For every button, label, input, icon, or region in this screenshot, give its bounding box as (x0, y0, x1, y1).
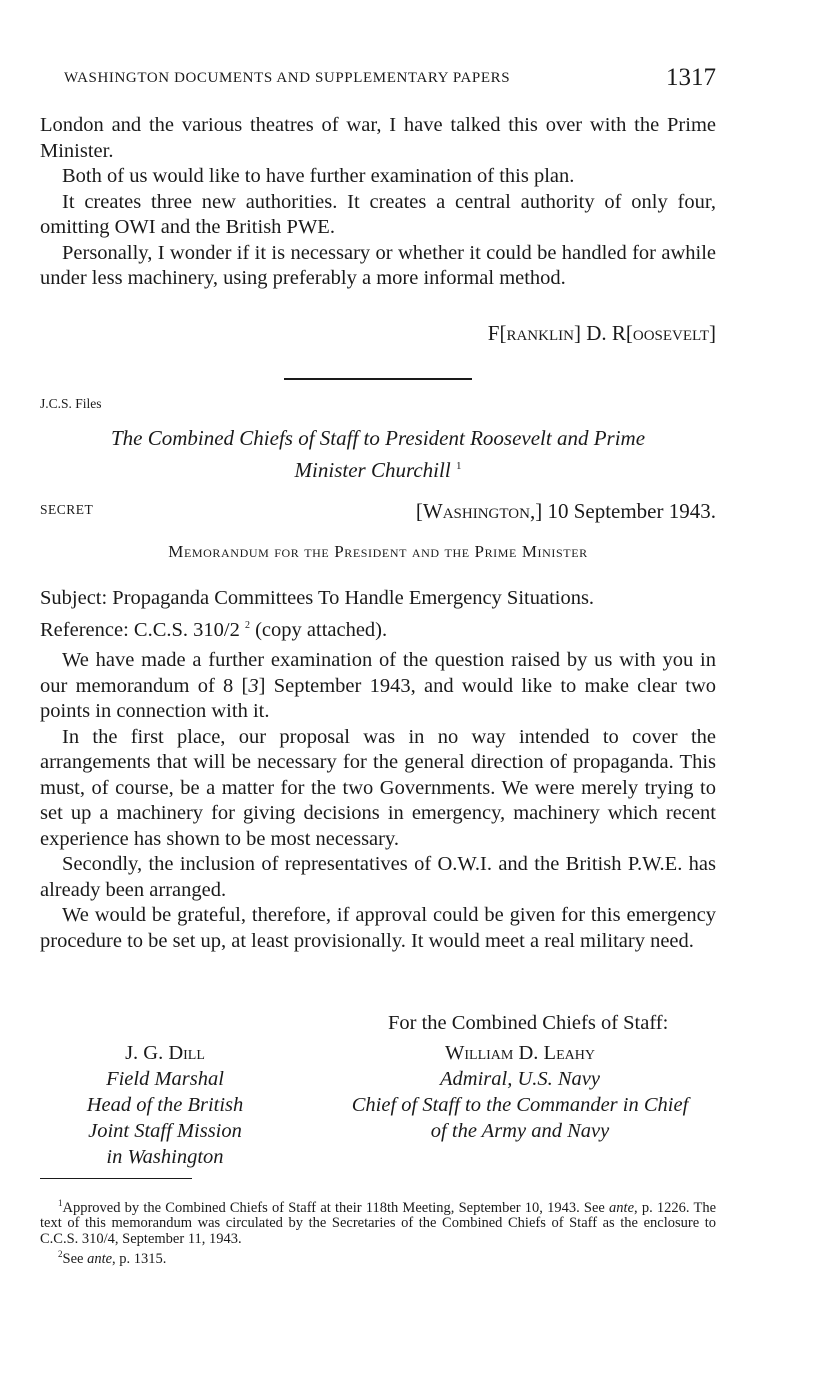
memo-body (40, 648, 716, 954)
letter-paragraph: Personally, I wonder if it is necessary or whether it could be handled for awhile under less machinery, using preferably a more informal method. (40, 241, 716, 289)
reference-line (40, 612, 716, 644)
signer-title: Chief of Staff to the Commander in Chief (351, 1094, 689, 1116)
signer-title: Head of the British (86, 1094, 244, 1116)
signer-title: Field Marshal (106, 1068, 224, 1090)
signature-part: ranklin (506, 321, 574, 345)
reference-text: (copy attached). (249, 618, 388, 641)
signature-part: ] (709, 321, 716, 345)
footnote-ref: 2 (244, 620, 250, 631)
dateline-part: ,] 10 September 1943. (529, 499, 716, 523)
letter-paragraph: Both of us would like to have further examination of this plan. (62, 165, 575, 187)
memo-heading: Memorandum for the President and the Prime Minister (168, 542, 588, 561)
document-title (40, 424, 716, 484)
classification-label: SECRET (40, 502, 94, 517)
footnote-text: , p. 1226. The text of this memorandum was circulated by the Secretaries of the Combined Chiefs of Staff as the enclosure to C.C.S. 310/4, September 11, 1943. (40, 1199, 717, 1247)
footnote-number: 2 (58, 1249, 63, 1260)
title-line-2-text: Minister Churchill (294, 458, 451, 482)
signer-name: William D. Leahy (445, 1042, 595, 1064)
letter-paragraph: It creates three new authorities. It creates a central authority of only four, omitting OWI and the British PWE. (40, 190, 716, 238)
signature-part: oosevelt (632, 321, 709, 345)
footnote-text: Approved by the Combined Chiefs of Staff at their 118th Meeting, September 10, 1943. See (62, 1199, 610, 1216)
signer-title: Joint Staff Mission (88, 1120, 242, 1142)
running-head-title: WASHINGTON DOCUMENTS AND SUPPLEMENTARY PAPERS (64, 70, 511, 86)
signer-title: of the Army and Navy (430, 1120, 610, 1142)
continued-letter (40, 113, 716, 292)
footnote-2 (40, 1247, 716, 1267)
footnote-divider (40, 1178, 192, 1179)
memo-paragraph (40, 648, 716, 725)
memo-paragraph: Secondly, the inclusion of representatives of O.W.I. and the British P.W.E. has already been arranged. (40, 853, 716, 901)
signer-title: Admiral, U.S. Navy (440, 1068, 600, 1090)
subject-line: Subject: Propaganda Committees To Handle Emergency Situations. (40, 587, 595, 609)
footnotes (40, 1196, 716, 1268)
title-line-2 (40, 452, 716, 484)
running-head (64, 64, 716, 96)
footnote-ref: 1 (455, 460, 462, 472)
title-line-1: The Combined Chiefs of Staff to President Roosevelt and Prime (110, 426, 646, 450)
signature-part: ] D. R[ (573, 321, 633, 345)
footnote-text: See (62, 1251, 88, 1268)
dateline (416, 499, 716, 524)
page-number: 1317 (666, 64, 716, 91)
roosevelt-signature (488, 321, 716, 346)
signature-part: F[ (487, 321, 507, 345)
for-combined-chiefs: For the Combined Chiefs of Staff: (388, 1012, 669, 1034)
reference-text: Reference: C.C.S. 310/2 (40, 618, 240, 641)
dateline-part: [W (415, 499, 443, 523)
memo-text: We have made a further examination of the question raised by us with you in our memorandum of 8 [ (40, 649, 716, 697)
footnote-1 (40, 1196, 716, 1247)
section-divider (284, 378, 472, 380)
footnote-text: , p. 1315. (112, 1251, 167, 1268)
signature-dill (40, 1040, 290, 1170)
footnote-number: 1 (58, 1198, 63, 1208)
footnote-text: ante (87, 1251, 113, 1268)
dateline-part: ashington (442, 499, 530, 523)
memo-text: ] September 1943, and would like to make clear two points in connection with it. (40, 674, 716, 722)
signer-name: J. G. Dill (125, 1042, 205, 1064)
memo-paragraph: In the first place, our proposal was in no way intended to cover the arrangements that will be necessary for the general direction of propaganda. This must, of course, be a matter for the two Governments. We were merely trying to set up a machinery for giving decisions in emergency, machinery which recent experience has shown to be most necessary. (40, 725, 716, 850)
source-label: J.C.S. Files (40, 396, 102, 411)
footnote-text: ante (609, 1199, 635, 1216)
signer-title: in Washington (106, 1146, 224, 1168)
subject-block (40, 584, 716, 644)
signature-leahy (310, 1040, 730, 1144)
memo-text: 3 (248, 674, 259, 697)
memo-paragraph: We would be grateful, therefore, if approval could be given for this emergency procedure to be set up, at least provisionally. It would meet a real military need. (40, 904, 716, 952)
letter-paragraph: London and the various theatres of war, I have talked this over with the Prime Minister. (40, 114, 716, 162)
